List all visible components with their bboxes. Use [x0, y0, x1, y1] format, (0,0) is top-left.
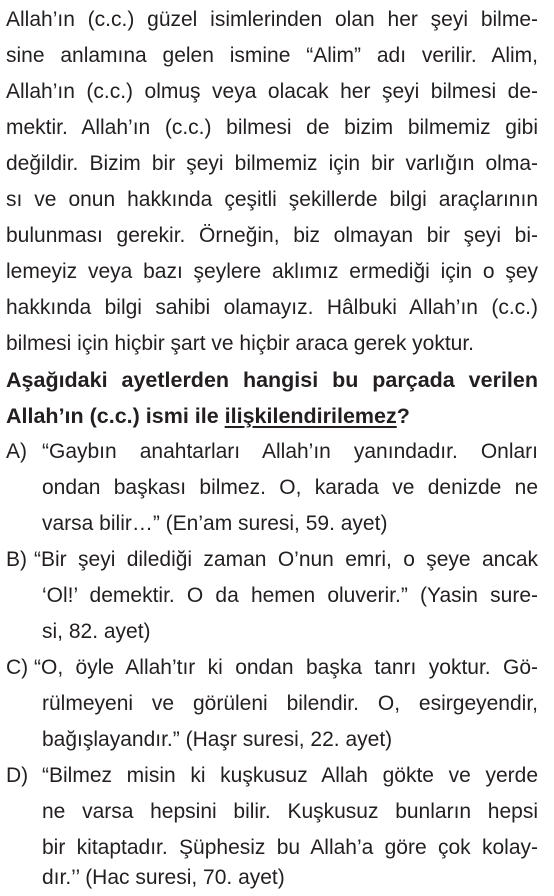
- passage-line: sine anlamına gelen ismine “Alim” adı verilir. Alim,: [6, 44, 538, 67]
- option-label: D): [6, 764, 29, 787]
- option-line: “Gaybın anahtarları Allah’ın yanındadır. Onları: [42, 440, 538, 463]
- passage-line: sı ve onun hakkında çeşitli şekillerde bilgi araçlarının: [6, 188, 538, 211]
- option-line: ondan başkası bilmez. O, karada ve denizde ne: [42, 476, 538, 499]
- passage-line: değildir. Bizim bir şeyi bilmemiz için bir varlığın olma-: [6, 152, 538, 175]
- passage-line: mektir. Allah’ın (c.c.) bilmesi de bizim bilmemiz gibi: [6, 116, 538, 139]
- option-label: B): [6, 548, 27, 571]
- passage-line: bulunması gerekir. Örneğin, biz olmayan bir şeyi bi-: [6, 224, 538, 247]
- option-line: “Bilmez misin ki kuşkusuz Allah gökte ve yerde: [42, 764, 538, 787]
- question-text: Allah’ın (c.c.) ismi ile: [6, 404, 225, 428]
- option-line: bağışlayandır.” (Haşr suresi, 22. ayet): [42, 728, 393, 751]
- option-line: ‘Ol!’ demektir. O da hemen oluverir.” (Yasin sure-: [42, 584, 538, 607]
- option-label: A): [6, 440, 27, 463]
- question-line: Aşağıdaki ayetlerden hangisi bu parçada verilen: [6, 368, 538, 392]
- option-label: C): [6, 656, 29, 679]
- passage-line: Allah’ın (c.c.) güzel isimlerinden olan her şeyi bilme-: [6, 8, 538, 31]
- option-line: bir kitaptadır. Şüphesiz bu Allah’a göre çok kolay-: [42, 836, 538, 859]
- passage-line: Allah’ın (c.c.) olmuş veya olacak her şeyi bilmesi de-: [6, 80, 538, 103]
- question-line: [6, 398, 538, 434]
- passage-line: lemeyiz veya bazı şeylere aklımız ermediği için o şey: [6, 260, 538, 283]
- option-line: “Bir şeyi dilediği zaman O’nun emri, o şeye ancak: [34, 548, 538, 571]
- option-line: si, 82. ayet): [42, 620, 151, 643]
- option-line: ne varsa hepsini bilir. Kuşkusuz bunların hepsi: [42, 800, 538, 823]
- option-line: “O, öyle Allah’tır ki ondan başka tanrı yoktur. Gö-: [34, 656, 538, 679]
- passage-line: hakkında bilgi sahibi olamayız. Hâlbuki Allah’ın (c.c.): [6, 296, 538, 319]
- underlined-keyword: ilişkilendirilemez: [224, 404, 397, 428]
- passage-line: bilmesi için hiçbir şart ve hiçbir araca gerek yoktur.: [6, 332, 475, 355]
- option-line: varsa bilir…” (En’am suresi, 59. ayet): [42, 512, 388, 535]
- option-line: dır.’’ (Hac suresi, 70. ayet): [42, 866, 285, 889]
- option-line: rülmeyeni ve görüleni bilendir. O, esirgeyendir,: [42, 692, 538, 715]
- question-mark: ?: [396, 404, 410, 428]
